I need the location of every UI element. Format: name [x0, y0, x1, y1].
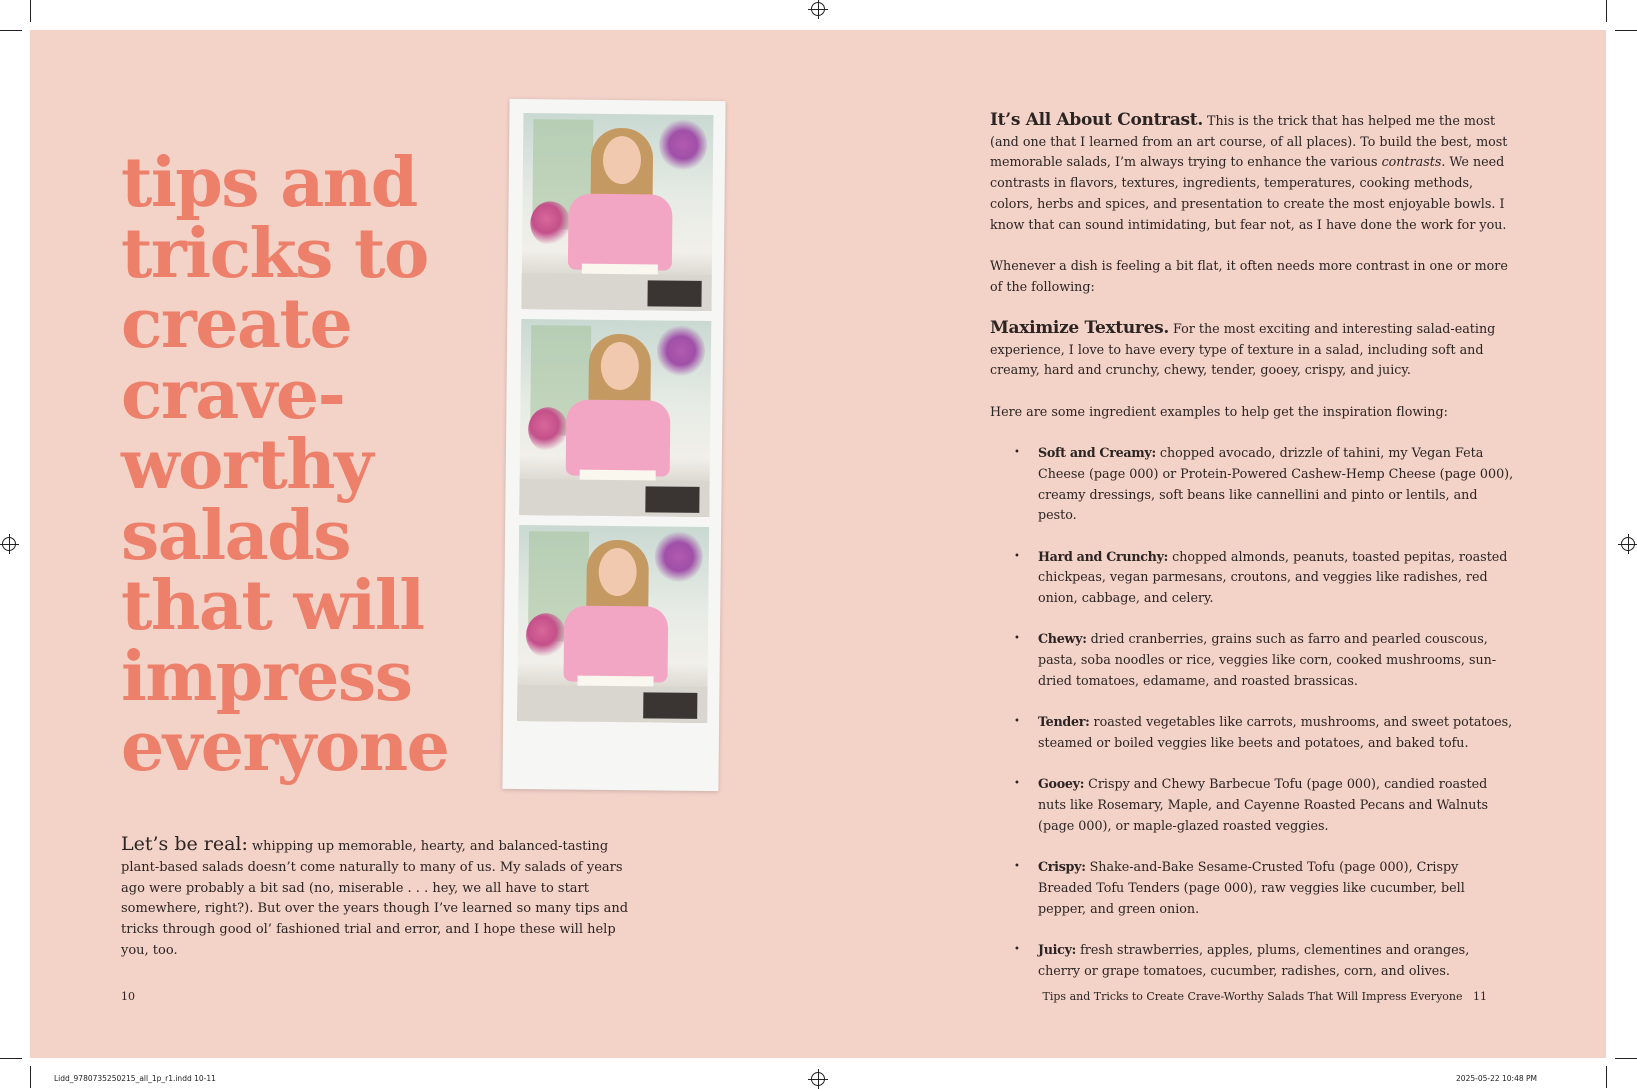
- texture-text: dried cranberries, grains such as farro and pearled couscous, pasta, soba noodles or rice, veggies like corn, cooked mushrooms, sun-dried tomatoes, edamame, and roasted brassicas.: [1038, 631, 1497, 688]
- photo-woman-lemons-over-eyes: [521, 113, 713, 311]
- running-foot: [1043, 990, 1487, 1003]
- headline-line: impress: [121, 636, 412, 717]
- contrast-emphasis: contrasts: [1381, 154, 1442, 170]
- texture-term: Crispy:: [1038, 859, 1086, 875]
- running-foot-title: Tips and Tricks to Create Crave-Worthy Salads That Will Impress Everyone: [1042, 990, 1463, 1003]
- intro-body: whipping up memorable, hearty, and balanced-tasting plant-based salads doesn’t come naturally to many of us. My salads of years ago were probably a bit sad (no, miserable . . . hey, we all have to start somewhere, right?). But over the years though I’ve learned so many tips and tricks through good ol’ fashioned trial and error, and I hope these will help you, too.: [121, 839, 629, 958]
- list-item: [990, 774, 1515, 836]
- contrast-heading: It’s All About Contrast.: [990, 110, 1203, 130]
- contrast-paragraph: [990, 110, 1515, 235]
- contrast-body-end: . We need contrasts in flavors, textures, ingredients, temperatures, cooking methods, colors, herbs and spices, and presentation to create the most enjoyable bowls. I know that can sound intimidating, but fear not, as I have done the work for you.: [990, 154, 1507, 232]
- textures-paragraph: [990, 318, 1515, 381]
- registration-mark-icon: [811, 2, 825, 16]
- bullet: •: [1014, 447, 1020, 459]
- crop-mark: [1615, 30, 1637, 31]
- headline-line: everyone: [121, 707, 449, 787]
- examples-intro: Here are some ingredient examples to help get the inspiration flowing:: [990, 403, 1448, 419]
- list-item: [990, 857, 1515, 919]
- texture-term: Juicy:: [1038, 941, 1077, 957]
- texture-term: Chewy:: [1038, 631, 1087, 647]
- contrast-body: This is the trick that has helped me the most (and one that I learned from an art course, of all places). To build the best, most memorable salads, I’m always trying to enhance the various: [990, 113, 1508, 170]
- headline-line: tricks to: [121, 213, 428, 294]
- texture-term: Soft and Creamy:: [1038, 445, 1156, 461]
- crop-mark: [0, 1058, 22, 1059]
- headline-line: crave-: [121, 354, 345, 435]
- registration-mark-icon: [811, 1072, 825, 1086]
- texture-text: roasted vegetables like carrots, mushrooms, and sweet potatoes, steamed or boiled veggies like beets and potatoes, and baked tofu.: [1038, 714, 1513, 750]
- chapter-headline: [121, 143, 451, 787]
- slug-filename: Lidd_9780735250215_all_1p_r1.indd 10-11: [54, 1074, 216, 1083]
- bullet: •: [1014, 778, 1020, 790]
- headline-line: tips and: [121, 143, 417, 223]
- textures-heading: Maximize Textures.: [990, 318, 1169, 338]
- crop-mark: [30, 1066, 31, 1088]
- list-item: [990, 940, 1515, 981]
- page-number-left: 10: [121, 990, 135, 1003]
- right-column: [990, 110, 1515, 1002]
- slug-date: 2025-05-22 10:48 PM: [1456, 1074, 1537, 1083]
- texture-term: Gooey:: [1038, 776, 1085, 792]
- texture-term: Hard and Crunchy:: [1038, 548, 1169, 564]
- bullet: •: [1014, 550, 1020, 562]
- crop-mark: [1615, 1058, 1637, 1059]
- crop-mark: [30, 0, 31, 22]
- bullet: •: [1014, 716, 1020, 728]
- textures-body: For the most exciting and interesting salad-eating experience, I love to have every type of texture in a salad, including soft and creamy, hard and crunchy, chewy, tender, gooey, crispy, and juicy.: [990, 321, 1496, 378]
- registration-mark-icon: [1621, 537, 1635, 551]
- page-number-right: 11: [1473, 990, 1487, 1003]
- intro-paragraph: [121, 834, 641, 962]
- intro-lead: Let’s be real:: [121, 833, 248, 855]
- bullet: •: [1014, 943, 1020, 955]
- registration-mark-icon: [2, 537, 16, 551]
- flat-paragraph: Whenever a dish is feeling a bit flat, it often needs more contrast in one or more of the following:: [990, 257, 1508, 294]
- texture-text: Crispy and Chewy Barbecue Tofu (page 000), candied roasted nuts like Rosemary, Maple, and Cayenne Roasted Pecans and Walnuts (page 000), or maple-glazed roasted veggies.: [1038, 776, 1489, 833]
- list-item: [990, 547, 1515, 609]
- crop-mark: [1606, 0, 1607, 22]
- texture-text: chopped avocado, drizzle of tahini, my Vegan Feta Cheese (page 000) or Protein-Powered Cashew-Hemp Cheese (page 000), creamy dressings, soft beans like cannellini and pinto or lentils, and pesto.: [1038, 445, 1514, 523]
- photo-woman-smiling: [517, 525, 709, 723]
- crop-mark: [0, 30, 22, 31]
- texture-list: [990, 443, 1515, 981]
- texture-text: fresh strawberries, apples, plums, clementines and oranges, cherry or grape tomatoes, cucumber, radishes, corn, and olives.: [1038, 941, 1470, 978]
- texture-text: chopped almonds, peanuts, toasted pepitas, roasted chickpeas, vegan parmesans, croutons, and veggies like radishes, red onion, cabbage, and celery.: [1038, 548, 1508, 606]
- photo-booth-strip: [502, 99, 725, 791]
- headline-line: that will: [121, 566, 424, 646]
- list-item: [990, 629, 1515, 691]
- headline-line: worthy: [121, 425, 373, 505]
- bullet: •: [1014, 861, 1020, 873]
- crop-mark: [1606, 1066, 1607, 1088]
- list-item: [990, 443, 1515, 526]
- headline-line: salads: [121, 495, 351, 576]
- headline-line: create: [121, 284, 352, 364]
- texture-term: Tender:: [1038, 714, 1090, 730]
- list-item: [990, 712, 1515, 753]
- bullet: •: [1014, 633, 1020, 645]
- texture-text: Shake-and-Bake Sesame-Crusted Tofu (page 000), Crispy Breaded Tofu Tenders (page 000), raw veggies like cucumber, bell pepper, and green onion.: [1038, 859, 1465, 916]
- photo-woman-laughing: [519, 319, 711, 517]
